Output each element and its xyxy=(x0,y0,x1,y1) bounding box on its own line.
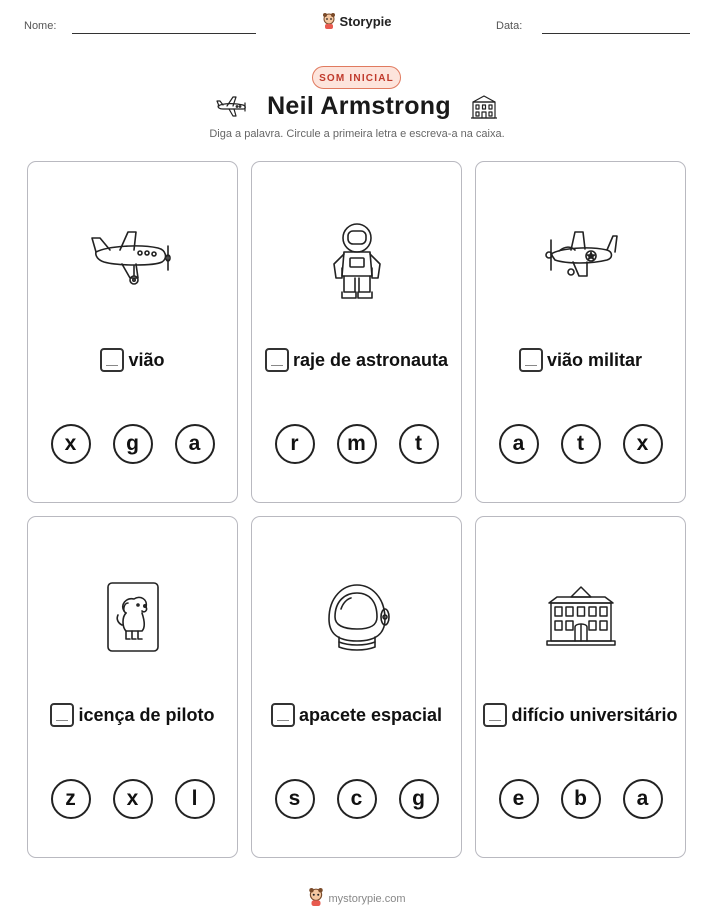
footer xyxy=(0,888,714,909)
word-label: icença de piloto xyxy=(78,704,215,725)
card-6 xyxy=(475,516,686,858)
letter-choice[interactable]: a xyxy=(499,424,539,464)
letter-choice[interactable]: m xyxy=(337,424,377,464)
letter-choice[interactable]: a xyxy=(175,424,215,464)
airplane-icon xyxy=(28,220,237,301)
card-3 xyxy=(475,161,686,503)
letter-choice[interactable]: t xyxy=(561,424,601,464)
card-1 xyxy=(27,161,238,503)
letter-choice[interactable]: g xyxy=(399,779,439,819)
letter-choice[interactable]: b xyxy=(561,779,601,819)
word-label: vião militar xyxy=(546,349,643,370)
space-helmet-icon xyxy=(252,579,461,660)
title-row xyxy=(0,92,714,121)
dog-card-icon xyxy=(28,581,237,658)
word-row xyxy=(28,348,237,372)
letter-choice[interactable]: g xyxy=(113,424,153,464)
word-label: difício universitário xyxy=(511,704,678,725)
building-small-icon xyxy=(469,98,499,115)
date-label: Data: xyxy=(496,20,523,32)
footer-url[interactable]: mystorypie.com xyxy=(328,893,406,905)
letter-choices xyxy=(28,779,237,819)
page-title: Neil Armstrong xyxy=(267,92,451,120)
word-row xyxy=(252,348,461,372)
brand-logo xyxy=(0,13,714,32)
mascot-icon xyxy=(308,888,324,909)
card-5 xyxy=(251,516,462,858)
name-line[interactable] xyxy=(72,33,256,34)
airplane-small-icon xyxy=(215,98,253,115)
card-2 xyxy=(251,161,462,503)
answer-box[interactable] xyxy=(100,348,124,372)
word-row xyxy=(28,703,237,727)
topic-badge: SOM INICIAL xyxy=(312,66,401,89)
letter-choices xyxy=(476,779,685,819)
letter-choice[interactable]: l xyxy=(175,779,215,819)
date-line[interactable] xyxy=(542,33,690,34)
card-4 xyxy=(27,516,238,858)
word-label: apacete espacial xyxy=(298,704,443,725)
letter-choice[interactable]: z xyxy=(51,779,91,819)
letter-choice[interactable]: c xyxy=(337,779,377,819)
mascot-icon xyxy=(322,13,336,32)
letter-choice[interactable]: e xyxy=(499,779,539,819)
letter-choices xyxy=(476,424,685,464)
name-label: Nome: xyxy=(24,20,57,32)
brand-name: Storypie xyxy=(339,14,392,29)
letter-choice[interactable]: x xyxy=(51,424,91,464)
letter-choices xyxy=(252,779,461,819)
astronaut-icon xyxy=(252,220,461,307)
word-row xyxy=(476,348,685,372)
word-label: raje de astronauta xyxy=(292,349,449,370)
answer-box[interactable] xyxy=(265,348,289,372)
military-plane-icon xyxy=(476,220,685,291)
university-building-icon xyxy=(476,583,685,654)
answer-box[interactable] xyxy=(271,703,295,727)
letter-choice[interactable]: t xyxy=(399,424,439,464)
answer-box[interactable] xyxy=(483,703,507,727)
letter-choice[interactable]: x xyxy=(623,424,663,464)
answer-box[interactable] xyxy=(519,348,543,372)
letter-choice[interactable]: x xyxy=(113,779,153,819)
letter-choice[interactable]: r xyxy=(275,424,315,464)
word-row xyxy=(476,703,685,727)
answer-box[interactable] xyxy=(50,703,74,727)
letter-choice[interactable]: a xyxy=(623,779,663,819)
instructions: Diga a palavra. Circule a primeira letra e escreva-a na caixa. xyxy=(209,128,505,140)
letter-choices xyxy=(28,424,237,464)
letter-choices xyxy=(252,424,461,464)
letter-choice[interactable]: s xyxy=(275,779,315,819)
word-row xyxy=(252,703,461,727)
word-label: vião xyxy=(128,349,165,370)
